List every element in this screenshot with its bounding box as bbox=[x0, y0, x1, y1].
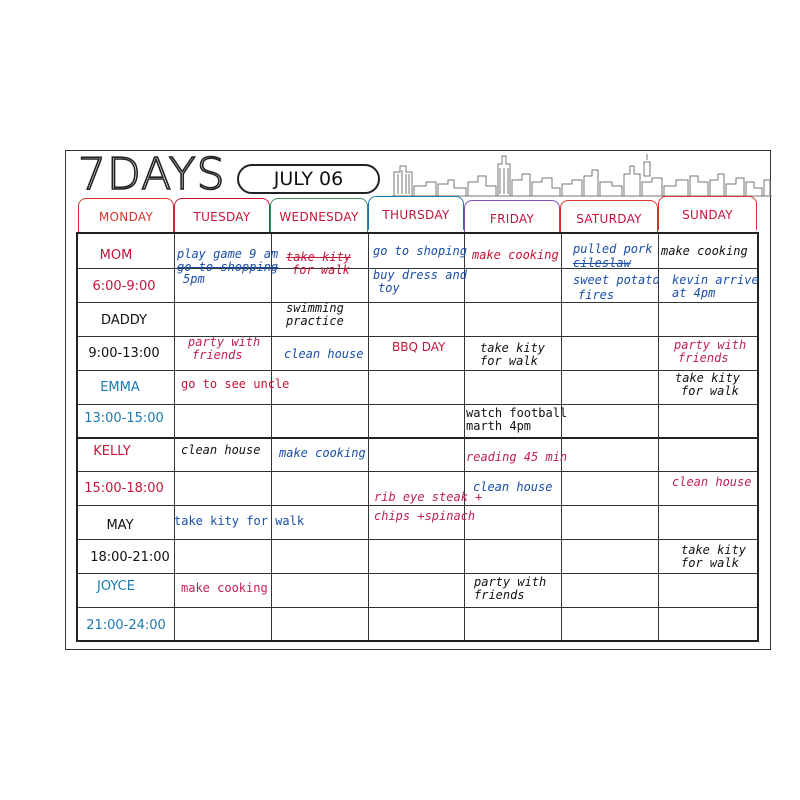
entry-note: party with bbox=[188, 335, 261, 349]
logo-7days: 7DAYS bbox=[78, 149, 226, 200]
tab-saturday: SATURDAY bbox=[560, 200, 658, 234]
entry-note: take kity bbox=[681, 543, 747, 557]
row-name-emma: EMMA bbox=[100, 380, 140, 395]
entry-note: kevin arrive bbox=[672, 273, 759, 287]
entry-note: friends bbox=[678, 351, 729, 365]
tab-friday: FRIDAY bbox=[464, 200, 560, 234]
entry-note: sweet potato bbox=[573, 273, 660, 287]
entry-note: party with bbox=[674, 338, 747, 352]
entry-note: marth 4pm bbox=[466, 419, 532, 433]
row-name-daddy: DADDY bbox=[101, 313, 147, 328]
entry-note: for walk bbox=[292, 263, 350, 277]
entry-note: friends bbox=[192, 348, 243, 362]
row-time-emma: 13:00-15:00 bbox=[84, 411, 164, 426]
entry-note: clean house bbox=[284, 347, 364, 361]
entry-note: 5pm bbox=[183, 272, 205, 286]
row-name-joyce: JOYCE bbox=[97, 579, 135, 594]
entry-note: make cooking bbox=[181, 581, 268, 595]
schedule-grid bbox=[76, 232, 759, 642]
tab-thursday: THURSDAY bbox=[368, 196, 464, 230]
entry-note: rib eye steak + bbox=[374, 490, 483, 504]
entry-note: take kity for walk bbox=[174, 514, 305, 528]
entry-note: take kity bbox=[675, 371, 741, 385]
entry-note: buy dress and bbox=[373, 268, 467, 282]
date-label: JULY 06 bbox=[237, 164, 380, 194]
entry-note: play game 9 am bbox=[177, 247, 279, 261]
entry-note: BBQ DAY bbox=[392, 340, 446, 354]
entry-note: pulled pork bbox=[573, 242, 653, 256]
row-name-may: MAY bbox=[106, 518, 134, 533]
row-time-daddy: 9:00-13:00 bbox=[88, 346, 160, 361]
tab-sunday: SUNDAY bbox=[658, 196, 757, 230]
entry-note: go to shopping bbox=[177, 260, 279, 274]
entry-note: cileslaw bbox=[573, 256, 631, 270]
row-time-may: 18:00-21:00 bbox=[90, 550, 170, 565]
row-time-kelly: 15:00-18:00 bbox=[84, 481, 164, 496]
entry-note: reading 45 min bbox=[466, 450, 568, 464]
entry-note: go to see uncle bbox=[181, 377, 290, 391]
entry-note: make cooking bbox=[661, 244, 748, 258]
tab-monday: MONDAY bbox=[78, 198, 174, 232]
entry-note: toy bbox=[378, 281, 400, 295]
entry-note: fires bbox=[578, 288, 615, 302]
entry-note: swimming bbox=[286, 301, 344, 315]
row-time-joyce: 21:00-24:00 bbox=[86, 618, 166, 633]
entry-note: clean house bbox=[473, 480, 553, 494]
tab-tuesday: TUESDAY bbox=[174, 198, 270, 232]
entry-note: take kity bbox=[286, 250, 352, 264]
entry-note: make cooking bbox=[279, 446, 366, 460]
row-name-mom: MOM bbox=[99, 248, 133, 263]
entry-note: watch football bbox=[466, 406, 568, 420]
tab-wednesday: WEDNESDAY bbox=[270, 198, 368, 232]
row-time-mom: 6:00-9:00 bbox=[92, 279, 156, 294]
entry-note: for walk bbox=[480, 354, 538, 368]
entry-note: for walk bbox=[681, 384, 739, 398]
row-name-kelly: KELLY bbox=[93, 444, 131, 459]
entry-note: at 4pm bbox=[672, 286, 716, 300]
entry-note: make cooking bbox=[472, 248, 559, 262]
entry-note: clean house bbox=[181, 443, 261, 457]
entry-note: friends bbox=[474, 588, 525, 602]
entry-note: for walk bbox=[681, 556, 739, 570]
entry-note: practice bbox=[286, 314, 344, 328]
skyline-icon bbox=[392, 152, 772, 198]
entry-note: chips +spinach bbox=[374, 509, 476, 523]
entry-note: clean house bbox=[672, 475, 752, 489]
entry-note: take kity bbox=[480, 341, 546, 355]
entry-note: go to shoping bbox=[373, 244, 467, 258]
entry-note: party with bbox=[474, 575, 547, 589]
